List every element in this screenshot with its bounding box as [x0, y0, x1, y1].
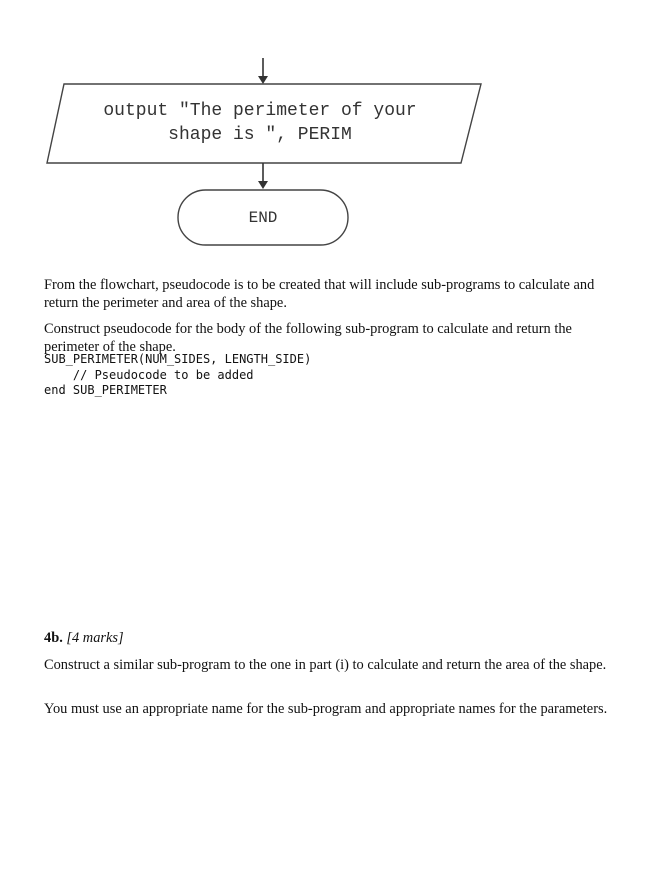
- end-label: END: [248, 209, 278, 227]
- flowchart-fragment: [0, 0, 661, 260]
- question-marks: [4 marks]: [66, 630, 124, 647]
- arrowhead-to-end: [258, 181, 268, 189]
- question-number: 4b.: [44, 630, 63, 647]
- output-statement-line-1: output "The perimeter of your: [103, 101, 417, 121]
- code-line-header: SUB_PERIMETER(NUM_SIDES, LENGTH_SIDE): [44, 352, 312, 366]
- arrowhead-to-output: [258, 76, 268, 84]
- naming-instruction: You must use an appropriate name for the sub-program and appropriate names for the parameters.: [44, 701, 608, 718]
- pseudocode-block: [44, 352, 311, 399]
- perimeter-instruction: Construct pseudocode for the body of the following sub-program to calculate and return the perimeter of the shape.: [44, 321, 572, 355]
- code-line-end: end SUB_PERIMETER: [44, 383, 167, 397]
- question-heading: [44, 630, 124, 648]
- output-statement-line-2: shape is ", PERIM: [168, 125, 352, 145]
- area-instruction: Construct a similar sub-program to the one in part (i) to calculate and return the area of the shape.: [44, 657, 607, 674]
- intro-paragraph: From the flowchart, pseudocode is to be created that will include sub-programs to calculate and return the perimeter and area of the shape.: [44, 277, 595, 311]
- code-line-comment: // Pseudocode to be added: [44, 367, 254, 382]
